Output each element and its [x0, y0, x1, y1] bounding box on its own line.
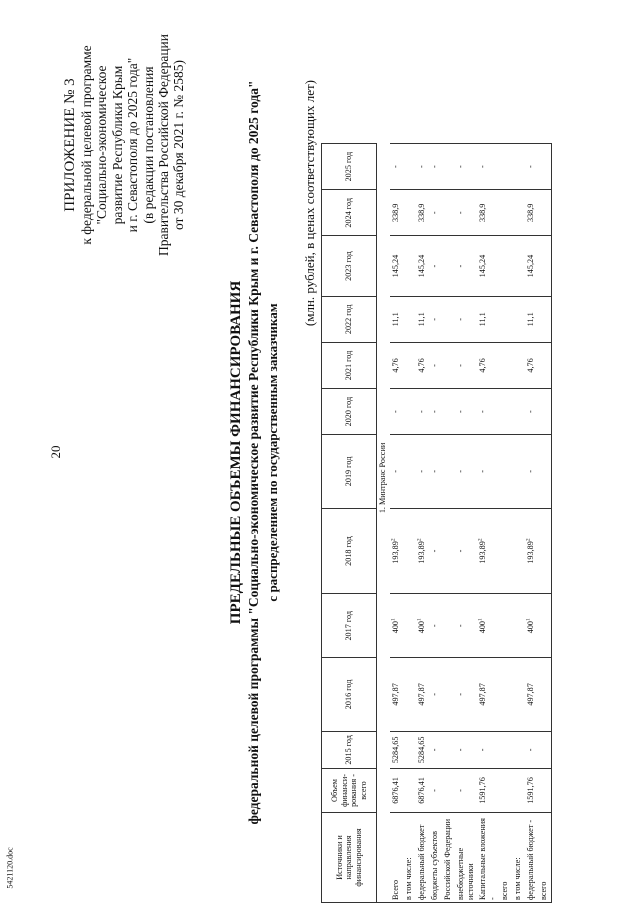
row-year-value: 5284,65	[390, 731, 403, 768]
footnote-marker: 1	[416, 618, 423, 621]
table-row	[538, 144, 552, 903]
row-year-value: -	[390, 389, 403, 435]
appendix-line: и г. Севастополя до 2025 года"	[125, 57, 141, 233]
row-total: 6876,41	[390, 769, 403, 813]
row-label: в том числе:	[512, 812, 525, 902]
row-year-value	[442, 190, 455, 236]
row-year-value: -	[429, 658, 442, 732]
row-year-value: 338,9	[416, 190, 429, 236]
row-year-value	[403, 236, 416, 296]
table-row	[512, 144, 525, 903]
row-year-value	[538, 296, 552, 342]
header-year: 2020 год	[322, 389, 377, 435]
row-year-value	[512, 342, 525, 388]
row-year-value	[499, 594, 512, 658]
row-year-value: 497,87	[525, 658, 538, 732]
row-year-value	[442, 342, 455, 388]
row-label: всего	[499, 812, 512, 902]
appendix-line: к федеральной целевой программе	[79, 45, 94, 245]
header-year: 2017 год	[322, 594, 377, 658]
appendix-title: ПРИЛОЖЕНИЕ № 3	[62, 78, 78, 212]
row-year-value: 4,76	[416, 342, 429, 388]
header-year: 2018 год	[322, 508, 377, 594]
row-year-value: 11,1	[390, 296, 403, 342]
financing-table	[321, 143, 552, 903]
row-total: -	[429, 769, 442, 813]
appendix-line: "Социально-экономическое	[94, 65, 110, 225]
row-year-value: 11,1	[525, 296, 538, 342]
row-year-value: -	[429, 731, 442, 768]
footnote-marker: 1	[525, 618, 532, 621]
row-year-value: -	[416, 389, 429, 435]
footnote-marker: 1	[477, 618, 484, 621]
appendix-line: развитие Республики Крым	[109, 65, 125, 225]
row-total: 1591,76	[525, 769, 538, 813]
row-year-value	[538, 594, 552, 658]
row-year-value	[538, 342, 552, 388]
row-year-value: -	[455, 508, 477, 594]
header-year: 2016 год	[322, 658, 377, 732]
file-code: 5421120.doc	[5, 847, 15, 889]
row-year-value	[512, 594, 525, 658]
row-year-value	[538, 508, 552, 594]
row-year-value	[499, 389, 512, 435]
document-subtitle-2: с распределением по государственным заказчикам	[265, 303, 280, 602]
row-year-value: -	[525, 731, 538, 768]
row-year-value	[403, 190, 416, 236]
row-year-value: -	[477, 435, 499, 509]
header-year: 2019 год	[322, 435, 377, 509]
row-year-value	[538, 731, 552, 768]
row-label: Капитальные вложения -	[477, 812, 499, 902]
header-total: Объем финанси-рования - всего	[322, 769, 377, 813]
row-year-value: -	[455, 190, 477, 236]
row-year-value	[499, 658, 512, 732]
row-year-value: 145,24	[416, 236, 429, 296]
row-year-value	[512, 190, 525, 236]
row-year-value: -	[477, 731, 499, 768]
row-year-value	[499, 296, 512, 342]
row-year-value: 193,89$^2$	[525, 508, 538, 594]
row-year-value: 11,1	[477, 296, 499, 342]
row-year-value	[442, 236, 455, 296]
row-year-value	[499, 342, 512, 388]
row-year-value: $400^1$	[390, 594, 403, 658]
table-row	[403, 144, 416, 903]
row-year-value	[403, 658, 416, 732]
table-row	[442, 144, 455, 903]
row-year-value	[403, 342, 416, 388]
document-title: ПРЕДЕЛЬНЫЕ ОБЪЕМЫ ФИНАНСИРОВАНИЯ	[228, 280, 244, 625]
row-year-value: -	[455, 435, 477, 509]
row-year-value	[512, 236, 525, 296]
header-year: 2015 год	[322, 731, 377, 768]
row-year-value: 5284,65	[416, 731, 429, 768]
row-total	[512, 769, 525, 813]
row-year-value: -	[429, 236, 442, 296]
row-year-value: $400^1$	[525, 594, 538, 658]
row-year-value	[442, 144, 455, 190]
row-total	[442, 769, 455, 813]
row-year-value	[499, 508, 512, 594]
table-header-row	[322, 144, 377, 903]
row-year-value: -	[455, 731, 477, 768]
row-year-value: 497,87	[390, 658, 403, 732]
row-year-value: -	[429, 342, 442, 388]
row-total	[499, 769, 512, 813]
row-year-value: 193,89$^2$	[477, 508, 499, 594]
row-total	[403, 769, 416, 813]
row-year-value: -	[429, 435, 442, 509]
row-year-value	[512, 389, 525, 435]
row-year-value	[442, 389, 455, 435]
table-row	[499, 144, 512, 903]
row-year-value: 193,89$^2$	[390, 508, 403, 594]
appendix-line: (в редакции постановления	[140, 66, 156, 224]
row-year-value	[512, 435, 525, 509]
row-year-value: $400^1$	[477, 594, 499, 658]
row-year-value: -	[455, 594, 477, 658]
row-year-value: 145,24	[477, 236, 499, 296]
row-year-value: 145,24	[390, 236, 403, 296]
row-year-value	[499, 435, 512, 509]
row-year-value: -	[429, 296, 442, 342]
row-year-value: -	[455, 144, 477, 190]
row-year-value: -	[455, 296, 477, 342]
row-year-value	[499, 144, 512, 190]
row-year-value: 145,24	[525, 236, 538, 296]
row-year-value: -	[525, 435, 538, 509]
row-year-value: $400^1$	[416, 594, 429, 658]
row-year-value	[512, 658, 525, 732]
header-year: 2022 год	[322, 296, 377, 342]
row-year-value: -	[455, 236, 477, 296]
row-year-value	[442, 296, 455, 342]
row-label: бюджеты субъектов	[429, 812, 442, 902]
row-year-value: -	[429, 144, 442, 190]
row-year-value: -	[429, 389, 442, 435]
row-year-value	[499, 236, 512, 296]
document-subtitle: федеральной целевой программы "Социально-экономическое развитие Республики Крым и г. Севастополя до 2025 года"	[246, 80, 261, 825]
row-year-value	[403, 508, 416, 594]
footnote-marker: 2	[416, 538, 423, 542]
row-year-value: -	[416, 144, 429, 190]
table-row	[390, 144, 403, 903]
row-year-value: 4,76	[525, 342, 538, 388]
row-year-value: 4,76	[390, 342, 403, 388]
row-year-value	[512, 296, 525, 342]
row-year-value: -	[525, 144, 538, 190]
row-year-value	[403, 296, 416, 342]
row-year-value: -	[390, 144, 403, 190]
page-number: 20	[48, 445, 63, 459]
row-year-value	[538, 658, 552, 732]
row-total: 6876,41	[416, 769, 429, 813]
row-year-value: -	[390, 435, 403, 509]
row-year-value: 338,9	[390, 190, 403, 236]
row-year-value	[538, 144, 552, 190]
row-year-value	[403, 435, 416, 509]
row-year-value: -	[455, 389, 477, 435]
table-row	[416, 144, 429, 903]
row-year-value: -	[455, 658, 477, 732]
table-row	[455, 144, 477, 903]
footnote-marker: 1	[390, 618, 397, 621]
row-label: федеральный бюджет	[416, 812, 429, 902]
row-year-value: -	[455, 342, 477, 388]
row-year-value: 338,9	[525, 190, 538, 236]
table-row	[525, 144, 538, 903]
row-year-value: 497,87	[477, 658, 499, 732]
header-year: 2021 год	[322, 342, 377, 388]
row-year-value: 11,1	[416, 296, 429, 342]
appendix-block	[62, 30, 187, 260]
row-year-value: 193,89$^2$	[416, 508, 429, 594]
row-total	[538, 769, 552, 813]
row-year-value: -	[429, 190, 442, 236]
footnote-marker: 2	[525, 538, 532, 542]
table-row	[429, 144, 442, 903]
row-year-value: -	[416, 435, 429, 509]
footnote-marker: 2	[477, 538, 484, 542]
row-year-value: 4,76	[477, 342, 499, 388]
row-year-value	[512, 508, 525, 594]
header-year: 2024 год	[322, 190, 377, 236]
row-year-value: -	[429, 594, 442, 658]
header-source: Источники и направления финансирования	[322, 812, 377, 902]
row-year-value	[538, 389, 552, 435]
row-label: федеральный бюджет -	[525, 812, 538, 902]
row-year-value	[442, 731, 455, 768]
row-label: Всего	[390, 812, 403, 902]
appendix-line: от 30 декабря 2021 г. № 2585)	[171, 59, 187, 231]
row-year-value	[538, 435, 552, 509]
row-year-value	[442, 594, 455, 658]
row-year-value	[403, 389, 416, 435]
row-year-value	[538, 236, 552, 296]
section-row	[377, 144, 391, 903]
row-year-value	[499, 731, 512, 768]
section-title: 1. Минтранс России	[378, 442, 387, 514]
row-year-value	[538, 190, 552, 236]
row-year-value: -	[477, 389, 499, 435]
row-label: в том числе:	[403, 812, 416, 902]
row-year-value: -	[525, 389, 538, 435]
row-year-value	[403, 731, 416, 768]
row-year-value: 338,9	[477, 190, 499, 236]
row-year-value	[512, 144, 525, 190]
row-year-value	[499, 190, 512, 236]
row-total: 1591,76	[477, 769, 499, 813]
header-year: 2023 год	[322, 236, 377, 296]
row-year-value	[403, 594, 416, 658]
row-year-value: -	[429, 508, 442, 594]
row-year-value	[442, 658, 455, 732]
row-year-value	[512, 731, 525, 768]
table-row	[477, 144, 499, 903]
row-label: всего	[538, 812, 552, 902]
row-year-value	[442, 508, 455, 594]
row-total: -	[455, 769, 477, 813]
appendix-line: Правительства Российской Федерации	[156, 34, 172, 256]
header-year: 2025 год	[322, 144, 377, 190]
row-year-value	[442, 435, 455, 509]
row-year-value	[403, 144, 416, 190]
row-label: Российской Федерации	[442, 812, 455, 902]
row-label: внебюджетные источники	[455, 812, 477, 902]
footnote-marker: 2	[390, 538, 397, 542]
units-note: (млн. рублей, в ценах соответствующих лет)	[302, 80, 317, 327]
row-year-value: 497,87	[416, 658, 429, 732]
row-year-value: -	[477, 144, 499, 190]
